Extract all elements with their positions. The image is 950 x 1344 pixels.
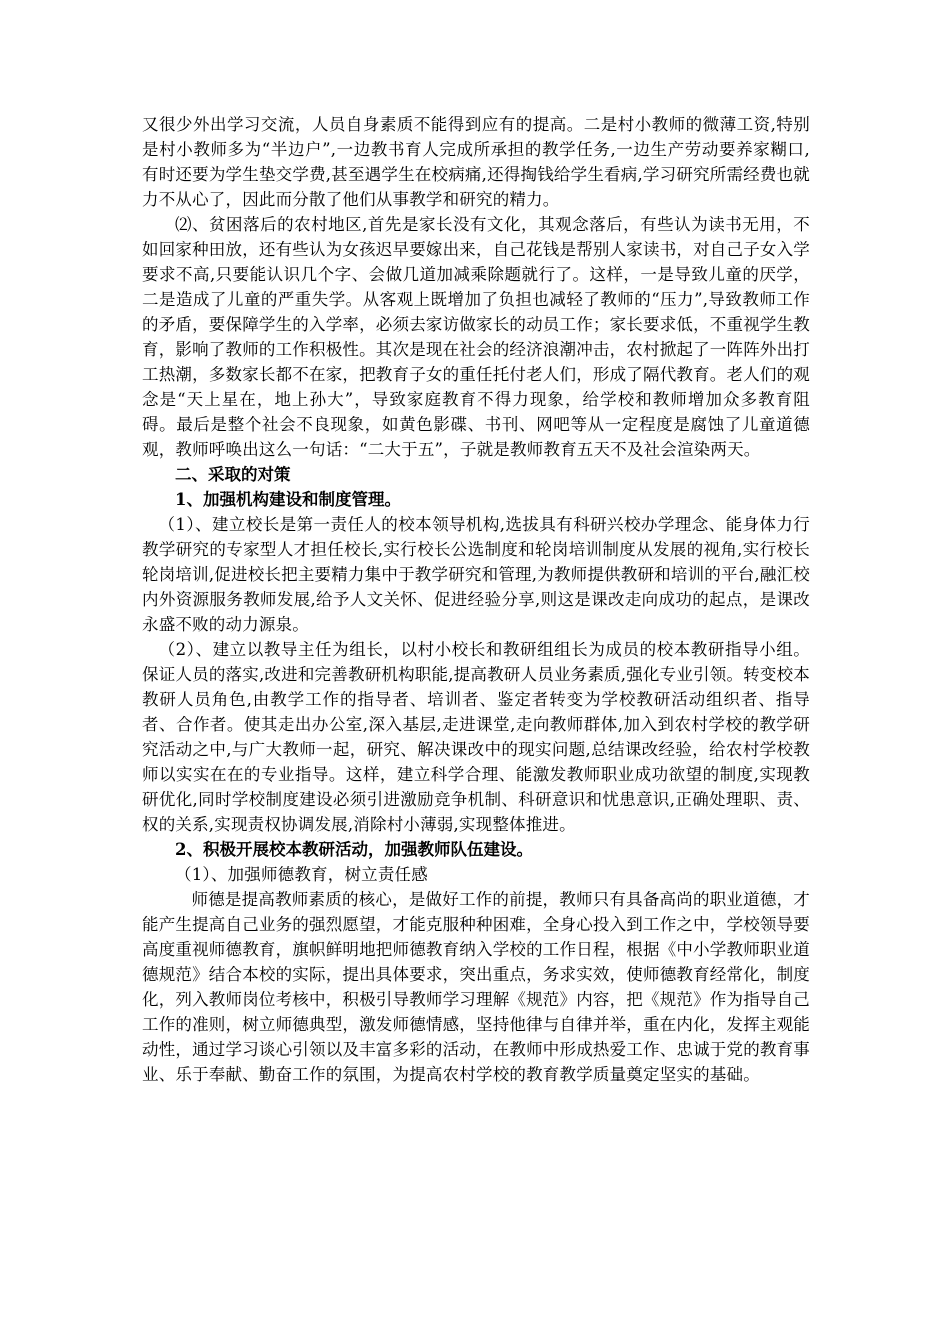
paragraph-principal-leadership: （1）、建立校长是第一责任人的校本领导机构,选拔具有科研兴校办学理念、能身体力行教学研究的专家型人才担任校长,实行校长公选制度和轮岗培训制度从发展的视角,实行校长轮岗培训,促进校长把主要精力集中于教学研究和管理,为教师提供教研和培训的平台,融汇校内外资源服务教师发展,给予人文关怀、促进经验分享,则这是课改走向成功的起点，是课改永盛不败的动力源泉。 [142, 515, 810, 634]
paragraph-teacher-salary: 又很少外出学习交流，人员自身素质不能得到应有的提高。二是村小教师的微薄工资,特别是村小教师多为“半边户”,一边教书育人完成所承担的教学任务,一边生产劳动要养家糊口, 有时还要为学生垫交学费,甚至遇学生在校病痛,还得掏钱给学生看病,学习研究所需经费也就力不从心了，因此而分散了他们从事教学和研究的精力。 [142, 115, 810, 209]
heading-institution-building: 1、加强机构建设和制度管理。 [175, 490, 401, 509]
document-page [142, 112, 810, 1087]
paragraph-teacher-ethics: 师德是提高教师素质的核心，是做好工作的前提，教师只有具备高尚的职业道德，才能产生提高自己业务的强烈愿望，才能克服种种困难，全身心投入到工作之中，学校领导要高度重视师德教育，旗帜鲜明地把师德教育纳入学校的工作日程，根据《中小学教师职业道德规范》结合本校的实际，提出具体要求，突出重点，务求实效，使师德教育经常化，制度化，列入教师岗位考核中，积极引导教师学习理解《规范》内容，把《规范》作为指导自己工作的准则，树立师德典型，激发师德情感，坚持他律与自律并举，重在内化，发挥主观能动性，通过学习谈心引领以及丰富多彩的活动，在教师中形成热爱工作、忠诚于党的教育事业、乐于奉献、勤奋工作的氛围，为提高农村学校的教育教学质量奠定坚实的基础。 [142, 890, 810, 1084]
heading-countermeasures: 二、采取的对策 [175, 465, 291, 484]
heading-school-research: 2、积极开展校本教研活动，加强教师队伍建设。 [175, 840, 533, 859]
paragraph-ethics-subheading: （1）、加强师德教育，树立责任感 [175, 865, 428, 884]
paragraph-research-group: （2）、建立以教导主任为组长，以村小校长和教研组组长为成员的校本教研指导小组。保证人员的落实,改进和完善教研机构职能,提高教研人员业务素质,强化专业引领。转变校本教研人员角色,由教学工作的指导者、培训者、鉴定者转变为学校教研活动组织者、指导者、合作者。使其走出办公室,深入基层,走进课堂,走向教师群体,加入到农村学校的教学研究活动之中,与广大教师一起，研究、解决课改中的现实问题,总结课改经验，给农村学校教师以实实在在的专业指导。这样，建立科学合理、能激发教师职业成功欲望的制度,实现教研优化,同时学校制度建设必须引进激励竞争机制、科研意识和忧患意识,正确处理职、责、权的关系,实现责权协调发展,消除村小薄弱,实现整体推进。 [142, 640, 810, 834]
paragraph-poverty-parents: ⑵、贫困落后的农村地区,首先是家长没有文化，其观念落后，有些认为读书无用，不如回家种田放，还有些认为女孩迟早要嫁出来，自己花钱是帮别人家读书，对自己子女入学要求不高,只要能认识几个字、会做几道加减乘除题就行了。这样，一是导致儿童的厌学，二是造成了儿童的严重失学。从客观上既增加了负担也减轻了教师的“压力”,导致教师工作的矛盾，要保障学生的入学率，必须去家访做家长的动员工作；家长要求低，不重视学生教育，影响了教师的工作积极性。其次是现在社会的经济浪潮冲击，农村掀起了一阵阵外出打工热潮，多数家长都不在家，把教育子女的重任托付老人们，形成了隔代教育。老人们的观念是“天上星在，地上孙大”，导致家庭教育不得力现象，给学校和教师增加众多教育阻碍。最后是整个社会不良现象，如黄色影碟、书刊、网吧等从一定程度是腐蚀了儿童道德观，教师呼唤出这么一句话：“二大于五”，子就是教师教育五天不及社会渲染两天。 [142, 215, 810, 459]
